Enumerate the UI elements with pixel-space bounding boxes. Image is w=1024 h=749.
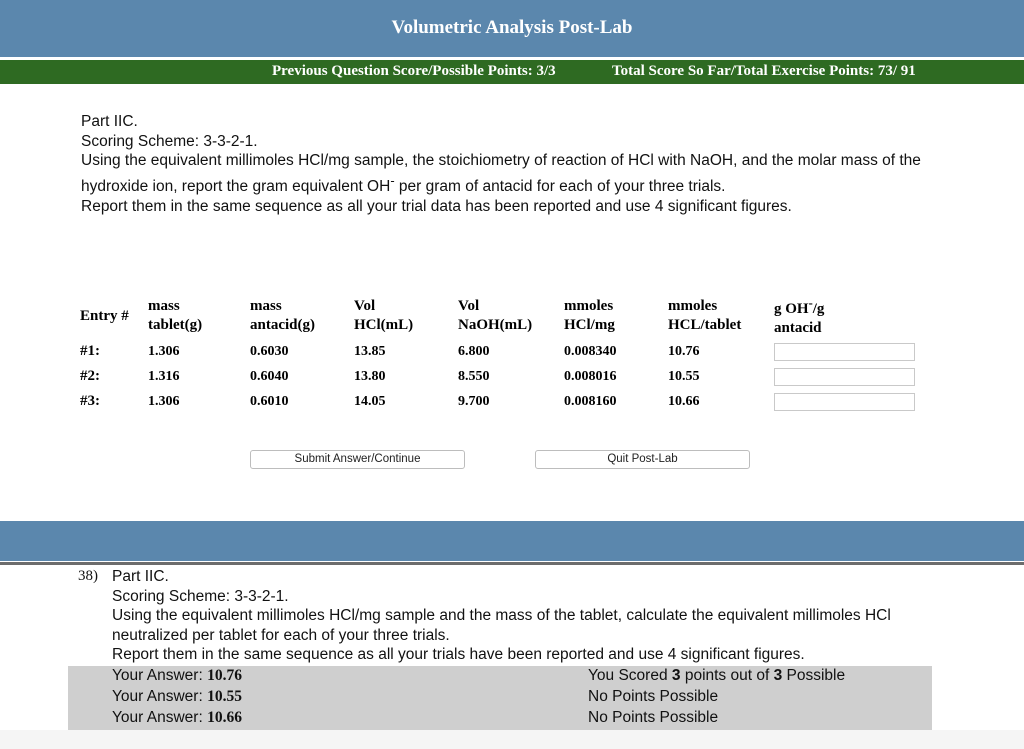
answer-input-2[interactable] [774, 368, 915, 386]
cell-vol-hcl: 13.80 [354, 368, 386, 384]
cell-vol-hcl: 14.05 [354, 393, 386, 409]
answer-row [68, 666, 932, 687]
prompt-instruction [81, 151, 941, 196]
your-answer [112, 709, 242, 727]
answer-result [588, 667, 845, 685]
your-answer [112, 688, 242, 706]
question-number: 38) [78, 568, 98, 584]
result-points: 3 [671, 667, 681, 684]
header-g-oh-sup: - [808, 296, 813, 310]
score-bar [0, 60, 1024, 84]
quit-post-lab-button[interactable]: Quit Post-Lab [535, 450, 750, 469]
header-vol-naoh [458, 293, 564, 339]
cell-answer [774, 364, 924, 389]
cell-vol-naoh: 8.550 [458, 368, 490, 384]
answer-input-1[interactable] [774, 343, 915, 361]
prompt-scoring: Scoring Scheme: 3-3-2-1. [81, 132, 258, 150]
header-g-oh-l2: antacid [774, 320, 822, 336]
header-g-oh-per: /g [812, 301, 825, 317]
divider-line [0, 562, 1024, 565]
cell-entry: #3: [80, 393, 100, 409]
header-mmoles-tablet-l1: mmoles [668, 298, 718, 314]
cell-answer [774, 339, 924, 364]
cell-answer [774, 389, 924, 414]
total-score: Total Score So Far/Total Exercise Points: 73/ 91 [612, 63, 916, 79]
cell-vol-hcl: 13.85 [354, 343, 386, 359]
header-g-oh-per-g [774, 293, 924, 339]
header-vol-naoh-l2: NaOH(mL) [458, 317, 533, 333]
section-separator-band [0, 521, 1024, 561]
result-pre: You Scored [588, 667, 672, 684]
header-mmoles-mg-l2: HCl/mg [564, 317, 615, 333]
your-answer-label: Your Answer: [112, 709, 208, 726]
cell-entry: #1: [80, 343, 100, 359]
header-mass-tablet-l2: tablet(g) [148, 317, 203, 333]
answer-result: No Points Possible [588, 688, 719, 705]
cell-entry: #2: [80, 368, 100, 384]
cell-mmoles-tablet: 10.55 [668, 368, 700, 384]
cell-vol-naoh: 9.700 [458, 393, 490, 409]
your-answer-label: Your Answer: [112, 667, 208, 684]
table-header-row [80, 293, 924, 339]
header-mass-antacid [250, 293, 354, 339]
previous-answers-box [68, 666, 932, 730]
cell-mmoles-tablet: 10.76 [668, 343, 700, 359]
answer-row [68, 687, 932, 708]
prompt-instruction-2: per gram of antacid for each of your three trials. [394, 177, 726, 195]
cell-mmoles-mg: 0.008016 [564, 368, 617, 384]
prev-part: Part IIC. [112, 568, 169, 585]
header-vol-hcl [354, 293, 458, 339]
cell-mmoles-mg: 0.008160 [564, 393, 617, 409]
header-mmoles-hcl-mg [564, 293, 668, 339]
cell-mass-antacid: 0.6040 [250, 368, 289, 384]
table-row [80, 364, 924, 389]
header-mmoles-tablet-l2: HCL/tablet [668, 317, 742, 333]
result-possible: 3 [773, 667, 783, 684]
previous-score: Previous Question Score/Possible Points: 3/3 [272, 63, 556, 79]
prompt-superscript: - [390, 172, 395, 188]
page-title: Volumetric Analysis Post-Lab [391, 17, 633, 38]
your-answer-label: Your Answer: [112, 688, 208, 705]
header-vol-hcl-l2: HCl(mL) [354, 317, 414, 333]
submit-answer-button[interactable]: Submit Answer/Continue [250, 450, 465, 469]
prev-instruction-1: Using the equivalent millimoles HCl/mg sample and the mass of the tablet, calculate the equivalent millimoles HCl neutralized per tablet for each of your three trials. [112, 607, 891, 644]
answer-input-3[interactable] [774, 393, 915, 411]
cell-mass-tablet: 1.316 [148, 368, 180, 384]
cell-mass-tablet: 1.306 [148, 393, 180, 409]
answer-result: No Points Possible [588, 709, 719, 726]
result-post: Possible [782, 667, 846, 684]
header-mmoles-hcl-tablet [668, 293, 774, 339]
cell-mmoles-mg: 0.008340 [564, 343, 617, 359]
prompt-part: Part IIC. [81, 113, 138, 130]
trial-data-table [80, 293, 924, 414]
header-vol-hcl-l1: Vol [354, 298, 376, 314]
your-answer-value: 10.76 [207, 667, 242, 684]
your-answer [112, 667, 242, 685]
header-vol-naoh-l1: Vol [458, 298, 480, 314]
prompt-instruction-3: Report them in the same sequence as all your trial data has been reported and use 4 significant figures. [81, 197, 792, 215]
your-answer-value: 10.66 [207, 709, 242, 726]
cell-mass-tablet: 1.306 [148, 343, 180, 359]
bottom-area [0, 730, 1024, 749]
prev-scoring: Scoring Scheme: 3-3-2-1. [112, 587, 289, 605]
previous-question-text [112, 567, 932, 665]
cell-mmoles-tablet: 10.66 [668, 393, 700, 409]
result-mid: points out of [680, 667, 774, 684]
your-answer-value: 10.55 [207, 688, 242, 705]
header-mass-tablet [148, 293, 250, 339]
table-row [80, 389, 924, 414]
cell-vol-naoh: 6.800 [458, 343, 490, 359]
question-prompt [81, 112, 941, 216]
header-bar [0, 0, 1024, 57]
header-mass-antacid-l1: mass [250, 298, 282, 314]
header-entry: Entry # [80, 307, 129, 324]
header-g-oh-l1: g OH [774, 301, 809, 317]
answer-row [68, 708, 932, 729]
cell-mass-antacid: 0.6010 [250, 393, 289, 409]
header-mmoles-mg-l1: mmoles [564, 298, 614, 314]
prev-instruction-2: Report them in the same sequence as all your trials have been reported and use 4 significant figures. [112, 646, 805, 663]
prompt-instruction-1: Using the equivalent millimoles HCl/mg sample, the stoichiometry of reaction of HCl with NaOH, and the molar mass of the hydroxide ion, report the gram equivalent OH [81, 152, 921, 195]
table-row [80, 339, 924, 364]
cell-mass-antacid: 0.6030 [250, 343, 289, 359]
header-mass-tablet-l1: mass [148, 298, 180, 314]
header-mass-antacid-l2: antacid(g) [250, 317, 315, 333]
